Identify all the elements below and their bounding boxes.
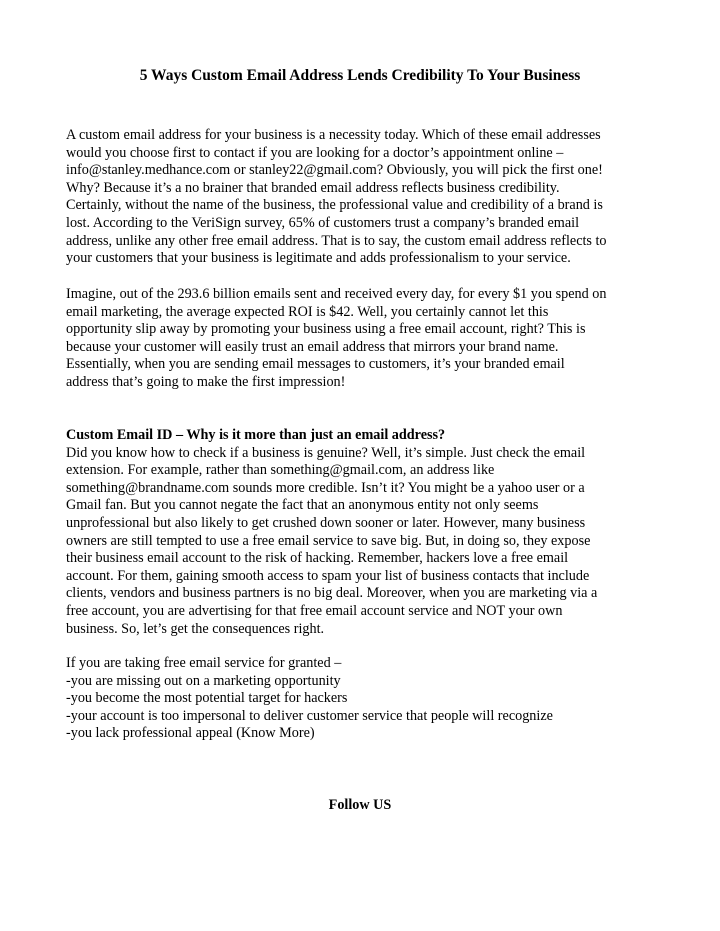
paragraph-line: business. So, let’s get the consequences right. <box>66 620 325 637</box>
list-intro: If you are taking free email service for granted – <box>66 655 342 671</box>
paragraph-line: their business email account to the risk of hacking. Remember, hackers love a free email <box>66 550 569 567</box>
list-item: -you lack professional appeal (Know More) <box>66 725 315 742</box>
paragraph-line: Did you know how to check if a business is genuine? Well, it’s simple. Just check the email <box>66 444 586 461</box>
list-item: -your account is too impersonal to deliver customer service that people will recognize <box>66 707 553 724</box>
paragraph-line: email marketing, the average expected ROI is $42. Well, you certainly cannot let this <box>66 303 549 320</box>
paragraph-line: clients, vendors and business partners is no big deal. Moreover, when you are marketing via a <box>66 585 598 602</box>
custom-email-section <box>66 427 656 638</box>
paragraph-line: extension. For example, rather than something@gmail.com, an address like <box>66 462 495 479</box>
intro-paragraph <box>66 127 656 268</box>
paragraph-line: Certainly, without the name of the business, the professional value and credibility of a brand is <box>66 197 603 214</box>
list-item: -you are missing out on a marketing opportunity <box>66 672 341 689</box>
paragraph-line: Imagine, out of the 293.6 billion emails sent and received every day, for every $1 you spend on <box>66 286 607 302</box>
paragraph-line: because your customer will easily trust an email address that mirrors your brand name. <box>66 338 559 355</box>
section-heading: Custom Email ID – Why is it more than just an email address? <box>66 427 446 443</box>
paragraph-line: owners are still tempted to use a free email service to save big. But, in doing so, they expose <box>66 532 591 549</box>
paragraph-line: opportunity slip away by promoting your business using a free email account, right? This is <box>66 321 586 338</box>
paragraph-line: account. For them, gaining smooth access to spam your list of business contacts that include <box>66 567 590 584</box>
paragraph-line: info@stanley.medhance.com or stanley22@gmail.com? Obviously, you will pick the first one! <box>66 162 603 179</box>
paragraph-line: something@brandname.com sounds more credible. Isn’t it? You might be a yahoo user or a <box>66 479 585 496</box>
paragraph-line: unprofessional but also likely to get crushed down sooner or later. However, many business <box>66 514 586 531</box>
roi-paragraph <box>66 286 656 392</box>
consequences-list <box>66 655 656 743</box>
paragraph-line: A custom email address for your business is a necessity today. Which of these email addresses <box>66 127 601 143</box>
paragraph-line: address that’s going to make the first impression! <box>66 373 346 390</box>
follow-us-label: Follow US <box>328 797 392 813</box>
paragraph-line: address, unlike any other free email address. That is to say, the custom email address reflects to <box>66 232 607 249</box>
paragraph-line: free account, you are advertising for that free email account service and NOT your own <box>66 602 563 619</box>
paragraph-line: your customers that your business is legitimate and adds professionalism to your service. <box>66 250 571 267</box>
list-item: -you become the most potential target for hackers <box>66 690 348 707</box>
page-title: 5 Ways Custom Email Address Lends Credibility To Your Business <box>139 67 581 84</box>
paragraph-line: Gmail fan. But you cannot negate the fact that an anonymous entity not only seems <box>66 497 539 514</box>
paragraph-line: Essentially, when you are sending email messages to customers, it’s your branded email <box>66 356 565 373</box>
paragraph-line: would you choose first to contact if you are looking for a doctor’s appointment online – <box>66 144 564 161</box>
paragraph-line: Why? Because it’s a no brainer that branded email address reflects business credibility. <box>66 179 560 196</box>
paragraph-line: lost. According to the VeriSign survey, 65% of customers trust a company’s branded email <box>66 214 580 231</box>
